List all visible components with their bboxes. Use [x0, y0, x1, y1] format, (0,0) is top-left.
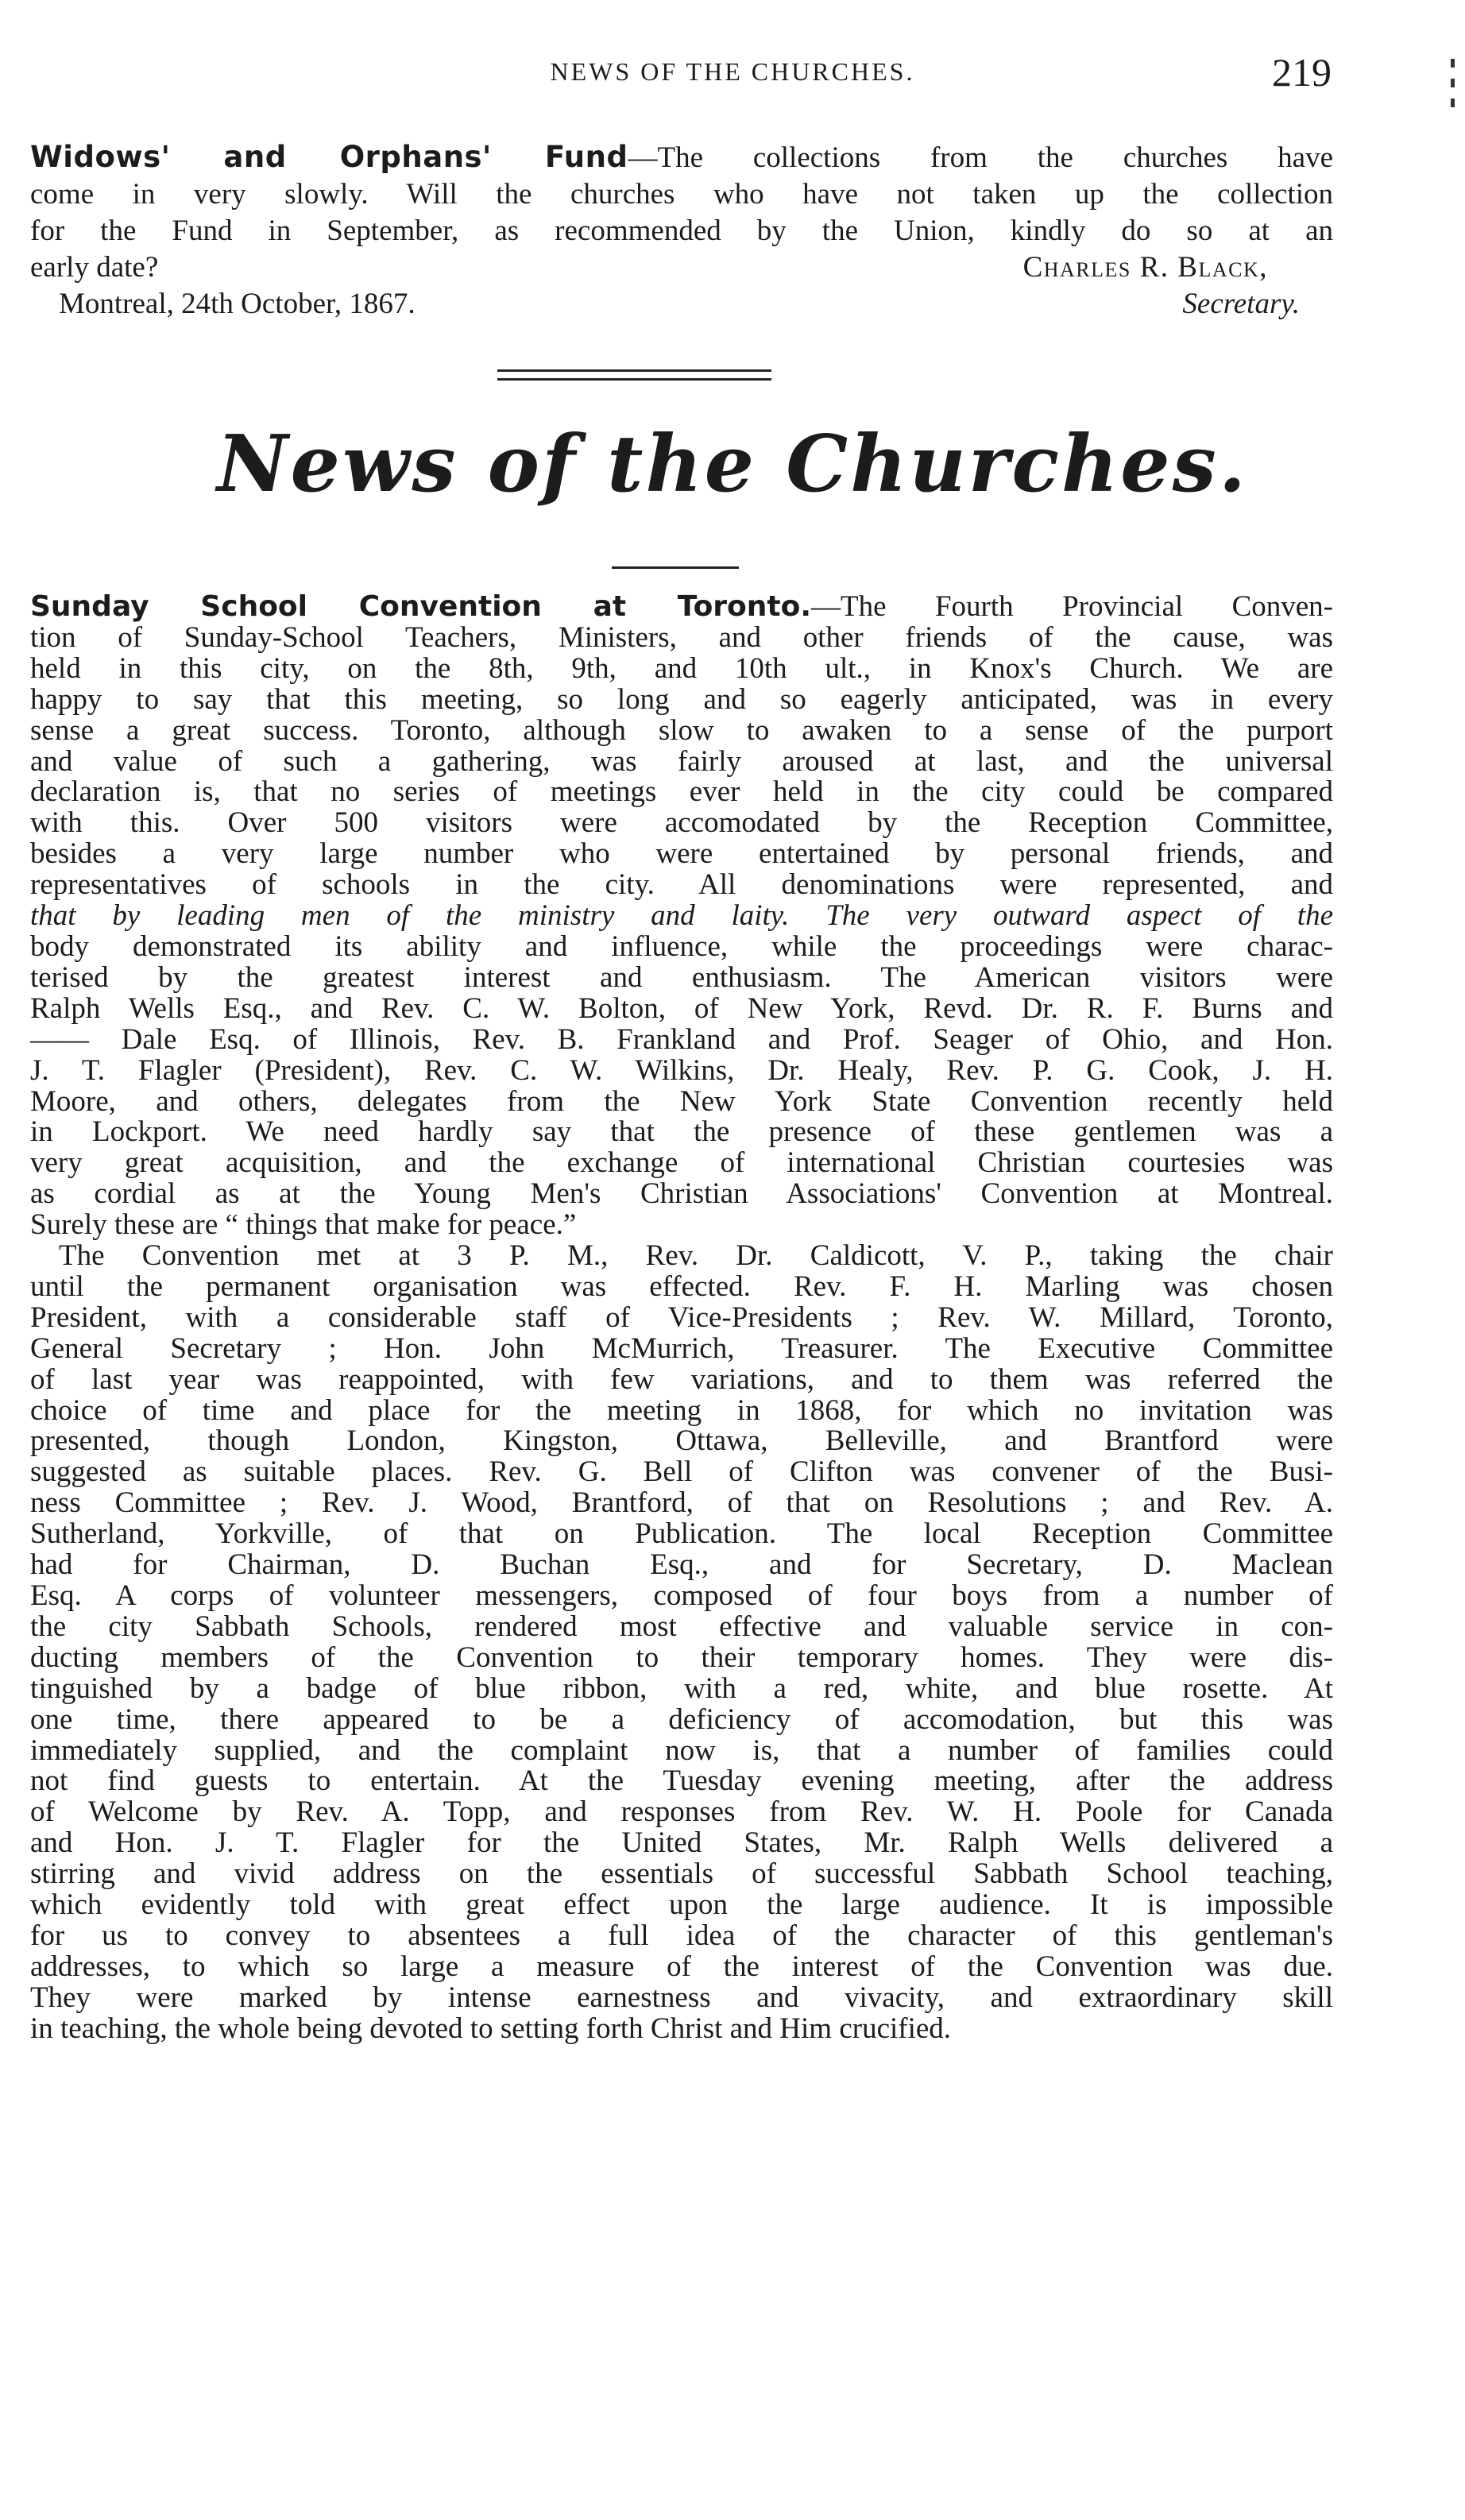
article-line: addresses, to which so large a measure of the interest of the Convention was due.: [30, 1950, 1333, 1983]
article-line: General Secretary ; Hon. John McMurrich, Treasurer. The Executive Committee: [30, 1332, 1333, 1365]
notice-heading: Widows' and Orphans' Fund: [30, 140, 628, 174]
edge-marks: [1448, 59, 1457, 118]
article-heading: Sunday School Convention at Toronto.: [30, 590, 812, 623]
article-line: Ralph Wells Esq., and Rev. C. W. Bolton, of New York, Revd. Dr. R. F. Burns and: [30, 991, 1333, 1025]
article-line: tion of Sunday-School Teachers, Ministers, and other friends of the cause, was: [30, 620, 1333, 654]
article-line: the city Sabbath Schools, rendered most effective and valuable service in con-: [30, 1610, 1333, 1643]
notice-line: for the Fund in September, as recommended by the Union, kindly do so at an: [30, 215, 1333, 247]
notice-date-line: [30, 286, 1333, 323]
section-title: News of the Churches.: [217, 419, 1248, 510]
running-head: [0, 52, 1465, 100]
article-line: immediately supplied, and the complaint now is, that a number of families could: [30, 1733, 1333, 1767]
article-line: held in this city, on the 8th, 9th, and 10th ult., in Knox's Church. We are: [30, 651, 1333, 685]
article-line: presented, though London, Kingston, Ottawa, Belleville, and Brantford were: [30, 1424, 1333, 1458]
article-line: of last year was reappointed, with few variations, and to them was referred the: [30, 1362, 1333, 1396]
notice-line: come in very slowly. Will the churches who have not taken up the collection: [30, 178, 1333, 211]
article-line: in teaching, the whole being devoted to setting forth Christ and Him crucified.: [30, 2012, 952, 2045]
article-line: —The Fourth Provincial Conven-: [811, 590, 1333, 623]
article-line: The Convention met at 3 P. M., Rev. Dr. Caldicott, V. P., taking the chair: [59, 1239, 1333, 1273]
article-line: besides a very large number who were entertained by personal friends, and: [30, 837, 1333, 871]
article-line: had for Chairman, D. Buchan Esq., and for Secretary, D. Maclean: [30, 1548, 1333, 1582]
running-title: NEWS OF THE CHURCHES.: [550, 57, 915, 86]
article-line: sense a great success. Toronto, although slow to awaken to a sense of the purport: [30, 713, 1333, 747]
article-line: very great acquisition, and the exchange of international Christian courtesies was: [30, 1146, 1333, 1180]
article-line: which evidently told with great effect upon the large audience. It is impossible: [30, 1888, 1333, 1922]
article-line: declaration is, that no series of meetings ever held in the city could be compared: [30, 775, 1333, 809]
article-line: President, with a considerable staff of Vice-Presidents ; Rev. W. Millard, Toronto,: [30, 1301, 1333, 1334]
notice-line: —The collections from the churches have: [628, 141, 1334, 174]
signature-name: Charles R. Black,: [1022, 251, 1268, 284]
article-line: of Welcome by Rev. A. Topp, and responses from Rev. W. H. Poole for Canada: [30, 1795, 1333, 1829]
notice-first-line: [30, 139, 1333, 176]
article-line: in Lockport. We need hardly say that the presence of these gentlemen was a: [30, 1115, 1333, 1149]
article-paragraph-end: Surely these are “ things that make for peace.”: [30, 1208, 577, 1242]
article-line: with this. Over 500 visitors were accomodated by the Reception Committee,: [30, 806, 1333, 840]
place-date: Montreal, 24th October, 1867.: [59, 288, 416, 320]
signature-title: Secretary.: [1182, 288, 1300, 320]
article-line: Moore, and others, delegates from the New York State Convention recently held: [30, 1084, 1333, 1118]
article-line: tinguished by a badge of blue ribbon, with a red, white, and blue rosette. At: [30, 1672, 1333, 1705]
article-line: representatives of schools in the city. All denominations were represented, and: [30, 868, 1333, 902]
article-line: Esq. A corps of volunteer messengers, composed of four boys from a number of: [30, 1579, 1333, 1612]
page-number: 219: [1272, 50, 1332, 95]
article-line: for us to convey to absentees a full idea of the character of this gentleman's: [30, 1919, 1333, 1952]
article-line: not find guests to entertain. At the Tuesday evening meeting, after the address: [30, 1764, 1333, 1798]
notice-last-line: early date?: [30, 251, 159, 284]
article-line: ducting members of the Convention to their temporary homes. They were dis-: [30, 1641, 1333, 1674]
article-first-line: [30, 592, 1333, 623]
article-line: and value of such a gathering, was fairly aroused at last, and the universal: [30, 744, 1333, 778]
notice-signature-line: [30, 249, 1333, 286]
article-line: terised by the greatest interest and enthusiasm. The American visitors were: [30, 960, 1333, 994]
article-line: choice of time and place for the meeting in 1868, for which no invitation was: [30, 1393, 1333, 1427]
double-rule: [497, 369, 771, 381]
article-line: They were marked by intense earnestness and vivacity, and extraordinary skill: [30, 1981, 1333, 2014]
article-line: —— Dale Esq. of Illinois, Rev. B. Frankland and Prof. Seager of Ohio, and Hon.: [30, 1022, 1333, 1056]
article-line: and Hon. J. T. Flagler for the United States, Mr. Ralph Wells delivered a: [30, 1826, 1333, 1860]
article-line: as cordial as at the Young Men's Christian Associations' Convention at Montreal.: [30, 1177, 1333, 1211]
article-line: J. T. Flagler (President), Rev. C. W. Wilkins, Dr. Healy, Rev. P. G. Cook, J. H.: [30, 1053, 1333, 1087]
article-line: ness Committee ; Rev. J. Wood, Brantford, of that on Resolutions ; and Rev. A.: [30, 1486, 1333, 1520]
article-line: Sutherland, Yorkville, of that on Publication. The local Reception Committee: [30, 1517, 1333, 1551]
article-line: until the permanent organisation was effected. Rev. F. H. Marling was chosen: [30, 1270, 1333, 1303]
article-line: one time, there appeared to be a deficiency of accomodation, but this was: [30, 1703, 1333, 1736]
notice: [30, 139, 1333, 323]
article: [30, 592, 1333, 2045]
title-rule: [612, 566, 739, 569]
article-line: suggested as suitable places. Rev. G. Bell of Clifton was convener of the Busi-: [30, 1455, 1333, 1489]
article-line: stirring and vivid address on the essentials of successful Sabbath School teaching,: [30, 1857, 1333, 1891]
article-line: body demonstrated its ability and influence, while the proceedings were charac-: [30, 930, 1333, 963]
article-line: that by leading men of the ministry and laity. The very outward aspect of the: [30, 899, 1333, 933]
article-line: happy to say that this meeting, so long and so eagerly anticipated, was in every: [30, 682, 1333, 716]
